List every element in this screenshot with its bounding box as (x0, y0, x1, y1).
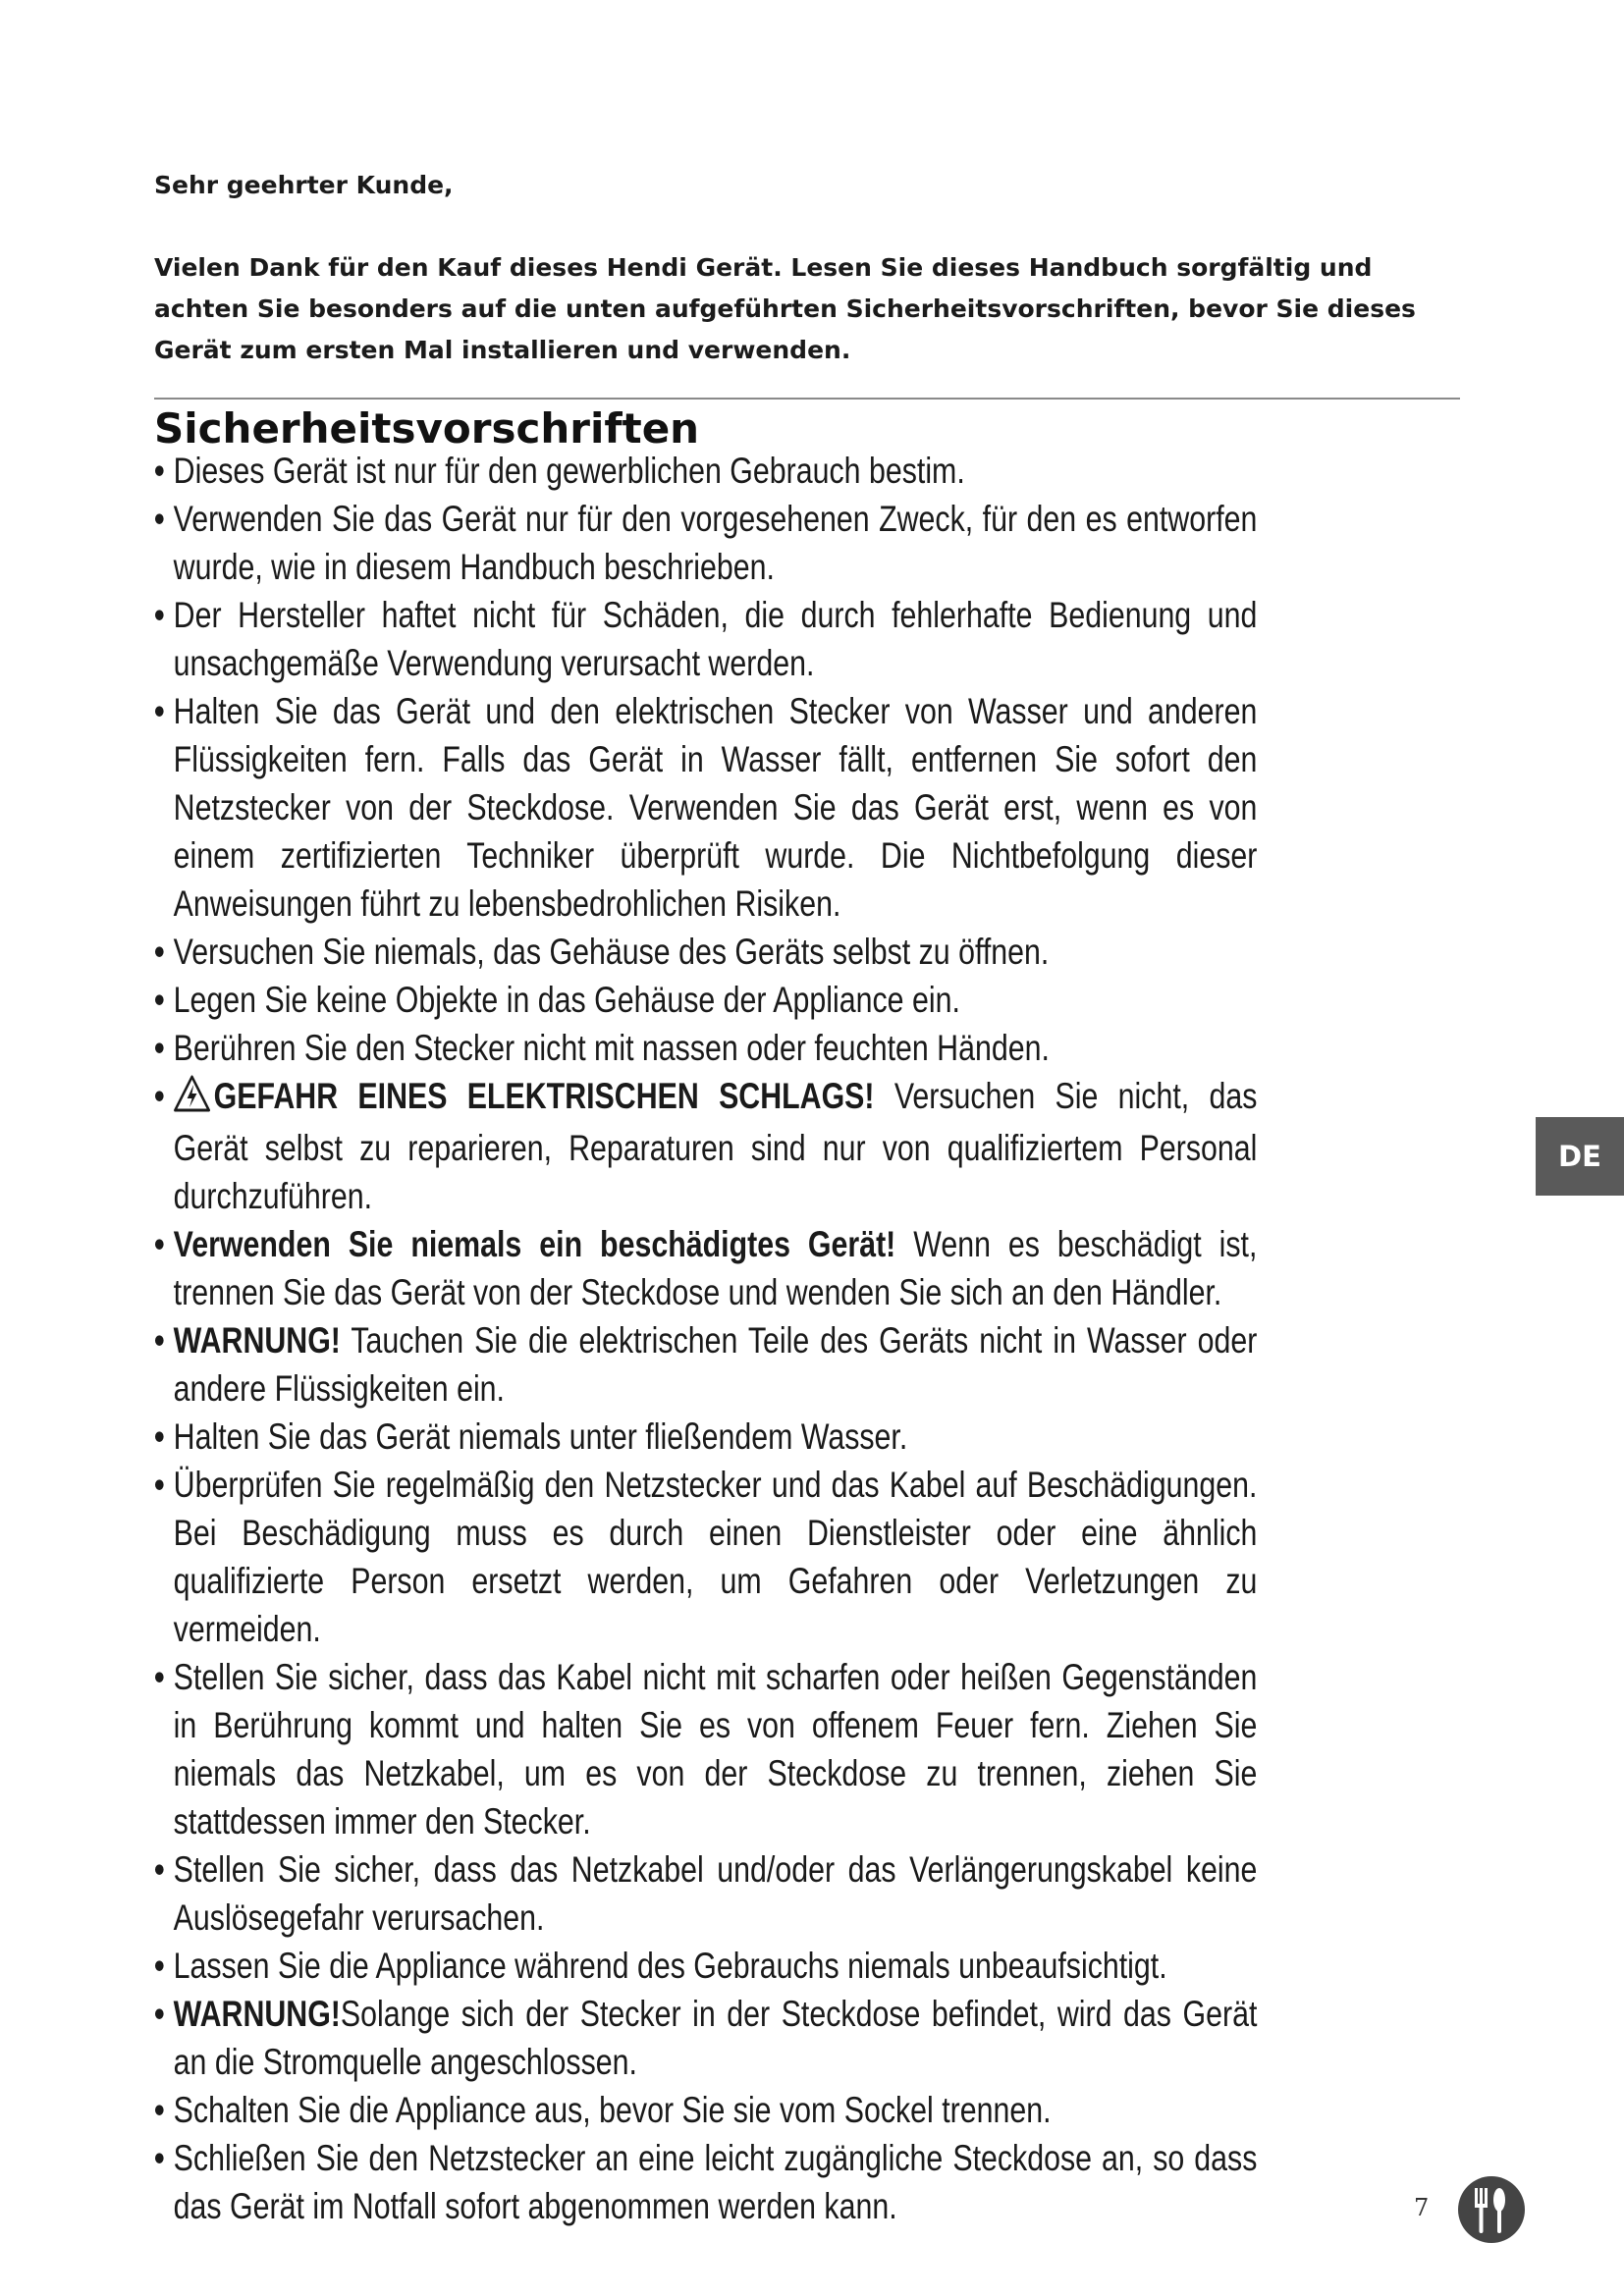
rule-text: Schließen Sie den Netzstecker an eine leicht zugängliche Steckdose an, so dass das Gerät im Notfall sofort abgenommen werden kann. (173, 2138, 1258, 2226)
list-item (154, 1942, 1257, 1990)
list-item (154, 591, 1257, 687)
rule-text: Halten Sie das Gerät und den elektrischen Stecker von Wasser und anderen Flüssigkeiten fern. Falls das Gerät in Wasser fällt, entfernen Sie sofort den Netzstecker von der Steckdose. Verwenden Sie das Gerät erst, wenn es von einem zertifizierten Techniker überprüft wurde. Die Nichtbefolgung dieser Anweisungen führt zu lebensbedrohlichen Risiken. (173, 691, 1258, 924)
rule-text: Versuchen Sie nicht, das Gerät selbst zu reparieren, Reparaturen sind nur von qualifiziertem Personal durchzuführen. (173, 1076, 1258, 1216)
rule-text: Überprüfen Sie regelmäßig den Netzstecker und das Kabel auf Beschädigungen. Bei Beschädigung muss es durch einen Dienstleister oder eine ähnlich qualifizierte Person ersetzt werden, um Gefahren oder Verletzungen zu vermeiden. (173, 1465, 1258, 1649)
rule-text: Verwenden Sie das Gerät nur für den vorgesehenen Zweck, für den es entworfen wurde, wie in diesem Handbuch beschrieben. (173, 499, 1258, 587)
list-item (154, 1653, 1257, 1845)
list-item (154, 1072, 1257, 1220)
list-item (154, 495, 1257, 591)
list-item (154, 687, 1257, 928)
rule-text: Versuchen Sie niemals, das Gehäuse des Geräts selbst zu öffnen. (173, 932, 1050, 972)
rule-text: Wenn es beschädigt ist, trennen Sie das Gerät von der Steckdose und wenden Sie sich an den Händler. (173, 1224, 1258, 1312)
rule-text: Legen Sie keine Objekte in das Gehäuse der Appliance ein. (173, 980, 960, 1020)
rule-text: Lassen Sie die Appliance während des Gebrauchs niemals unbeaufsichtigt. (173, 1946, 1167, 1986)
page-number: 7 (1414, 2194, 1430, 2221)
greeting: Sehr geehrter Kunde, (154, 171, 454, 199)
rule-emphasis: Verwenden Sie niemals ein beschädigtes Gerät! (173, 1224, 896, 1264)
intro-paragraph: Vielen Dank für den Kauf dieses Hendi Gerät. Lesen Sie dieses Handbuch sorgfältig und achten Sie besonders auf die unten aufgeführten Sicherheitsvorschriften, bevor Sie dieses Gerät zum ersten Mal installieren und verwenden. (154, 253, 1416, 364)
section-title: Sicherheitsvorschriften (154, 404, 700, 453)
rule-text: Dieses Gerät ist nur für den gewerblichen Gebrauch bestim. (173, 451, 965, 491)
electric-shock-warning-icon (174, 1075, 211, 1124)
rule-emphasis: WARNUNG! (173, 1994, 341, 2034)
rule-text: Berühren Sie den Stecker nicht mit nassen oder feuchten Händen. (173, 1028, 1050, 1068)
safety-rules-list (154, 447, 1257, 2230)
list-item (154, 1845, 1257, 1942)
rule-text: Tauchen Sie die elektrischen Teile des Geräts nicht in Wasser oder andere Flüssigkeiten ein. (173, 1320, 1258, 1409)
rule-text: Der Hersteller haftet nicht für Schäden, die durch fehlerhafte Bedienung und unsachgemäße Verwendung verursacht werden. (173, 595, 1258, 683)
list-item (154, 1461, 1257, 1653)
list-item (154, 447, 1257, 495)
list-item (154, 928, 1257, 976)
rule-emphasis: WARNUNG! (173, 1320, 341, 1361)
rule-text: Schalten Sie die Appliance aus, bevor Sie sie vom Sockel trennen. (173, 2090, 1052, 2130)
list-item (154, 1024, 1257, 1072)
list-item (154, 976, 1257, 1024)
list-item (154, 1220, 1257, 1316)
list-item (154, 1990, 1257, 2086)
rule-text: Stellen Sie sicher, dass das Netzkabel und/oder das Verlängerungskabel keine Auslösegefahr verursachen. (173, 1849, 1258, 1938)
list-item (154, 2134, 1257, 2230)
rule-emphasis: GEFAHR EINES ELEKTRISCHEN SCHLAGS! (213, 1076, 875, 1116)
language-tab: DE (1536, 1117, 1624, 1196)
list-item (154, 1413, 1257, 1461)
list-item (154, 1316, 1257, 1413)
rule-text: Halten Sie das Gerät niemals unter fließendem Wasser. (173, 1416, 908, 1457)
rule-text: Stellen Sie sicher, dass das Kabel nicht mit scharfen oder heißen Gegenständen in Berührung kommt und halten Sie es von offenem Feuer fern. Ziehen Sie niemals das Netzkabel, um es von der Steckdose zu trennen, ziehen Sie stattdessen immer den Stecker. (173, 1657, 1258, 1842)
list-item (154, 2086, 1257, 2134)
cutlery-logo (1456, 2174, 1527, 2250)
rule-text: Solange sich der Stecker in der Steckdose befindet, wird das Gerät an die Stromquelle angeschlossen. (173, 1994, 1258, 2082)
